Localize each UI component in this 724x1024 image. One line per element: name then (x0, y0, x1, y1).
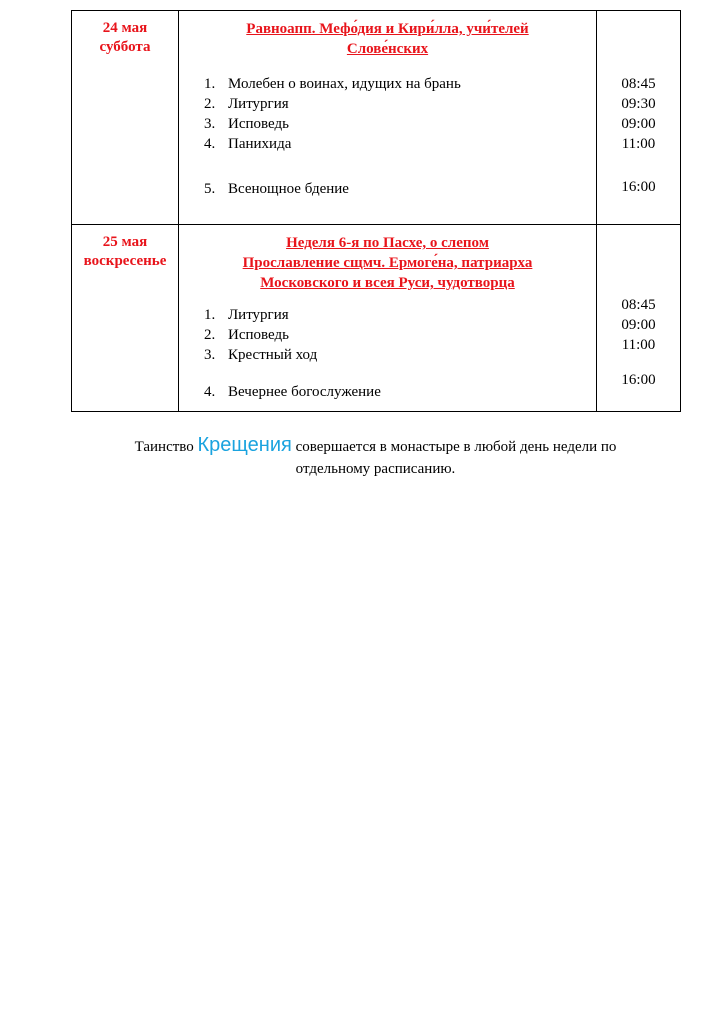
feast-title-line: Прославление сщмч. Ермоге́на, патриарха (242, 255, 533, 271)
event-list (179, 305, 596, 402)
event-time: 16:00 (621, 179, 656, 195)
event-number: 3. (204, 116, 216, 132)
event-name: Литургия (228, 307, 289, 323)
event-time: 09:30 (621, 96, 656, 112)
date-cell (72, 225, 179, 412)
day-weekday: воскресенье (83, 253, 167, 269)
note-text-before: Таинство (134, 439, 198, 455)
event-number: 2. (204, 327, 216, 343)
schedule-row-day-2 (72, 225, 681, 412)
list-item (204, 114, 596, 134)
times-cell (597, 11, 681, 225)
note-accent-word: Крещения (197, 434, 292, 456)
event-name: Панихида (228, 136, 292, 152)
event-number: 2. (204, 96, 216, 112)
list-item (204, 382, 596, 402)
event-time: 11:00 (621, 337, 656, 353)
day-date: 24 мая (102, 20, 148, 36)
list-item (204, 94, 596, 114)
list-item (204, 305, 596, 325)
event-number: 1. (204, 307, 216, 323)
events-cell (179, 11, 597, 225)
date-cell (72, 11, 179, 225)
baptism-note (71, 434, 680, 480)
event-name: Молебен о воинах, идущих на брань (228, 76, 461, 92)
event-name: Крестный ход (228, 347, 318, 363)
feast-title-line: Московского и всея Руси, чудотворца (260, 275, 515, 291)
list-item (204, 74, 596, 94)
list-item (204, 325, 596, 345)
event-time: 16:00 (621, 372, 656, 388)
list-item (204, 134, 596, 154)
event-number: 4. (204, 136, 216, 152)
feast-title-line: Слове́нских (346, 41, 429, 57)
event-number: 1. (204, 76, 216, 92)
event-time: 11:00 (621, 136, 656, 152)
feast-title (179, 225, 596, 293)
events-cell (179, 225, 597, 412)
day-weekday: суббота (99, 39, 151, 55)
event-time: 09:00 (621, 116, 656, 132)
event-name: Исповедь (228, 116, 289, 132)
event-time: 08:45 (621, 76, 656, 92)
event-time: 08:45 (621, 297, 656, 313)
event-name: Вечернее богослужение (228, 384, 381, 400)
list-item (204, 179, 596, 199)
note-text-after: совершается в монастыре в любой день недели по (291, 439, 617, 455)
event-list (179, 74, 596, 199)
schedule-table (71, 10, 681, 412)
feast-title (179, 11, 596, 59)
feast-title-line: Неделя 6-я по Пасхе, о слепом (286, 235, 489, 251)
event-number: 4. (204, 384, 216, 400)
times-cell (597, 225, 681, 412)
event-number: 5. (204, 181, 216, 197)
event-time: 09:00 (621, 317, 656, 333)
list-item (204, 345, 596, 365)
note-line-1 (71, 434, 680, 458)
schedule-row-day-1 (72, 11, 681, 225)
event-number: 3. (204, 347, 216, 363)
event-name: Исповедь (228, 327, 289, 343)
event-name: Всенощное бдение (228, 181, 349, 197)
feast-title-line: Равноапп. Мефо́дия и Кири́лла, учи́телей (246, 21, 529, 37)
event-name: Литургия (228, 96, 289, 112)
day-date: 25 мая (102, 234, 148, 250)
note-line-2: отдельному расписанию. (295, 461, 456, 477)
